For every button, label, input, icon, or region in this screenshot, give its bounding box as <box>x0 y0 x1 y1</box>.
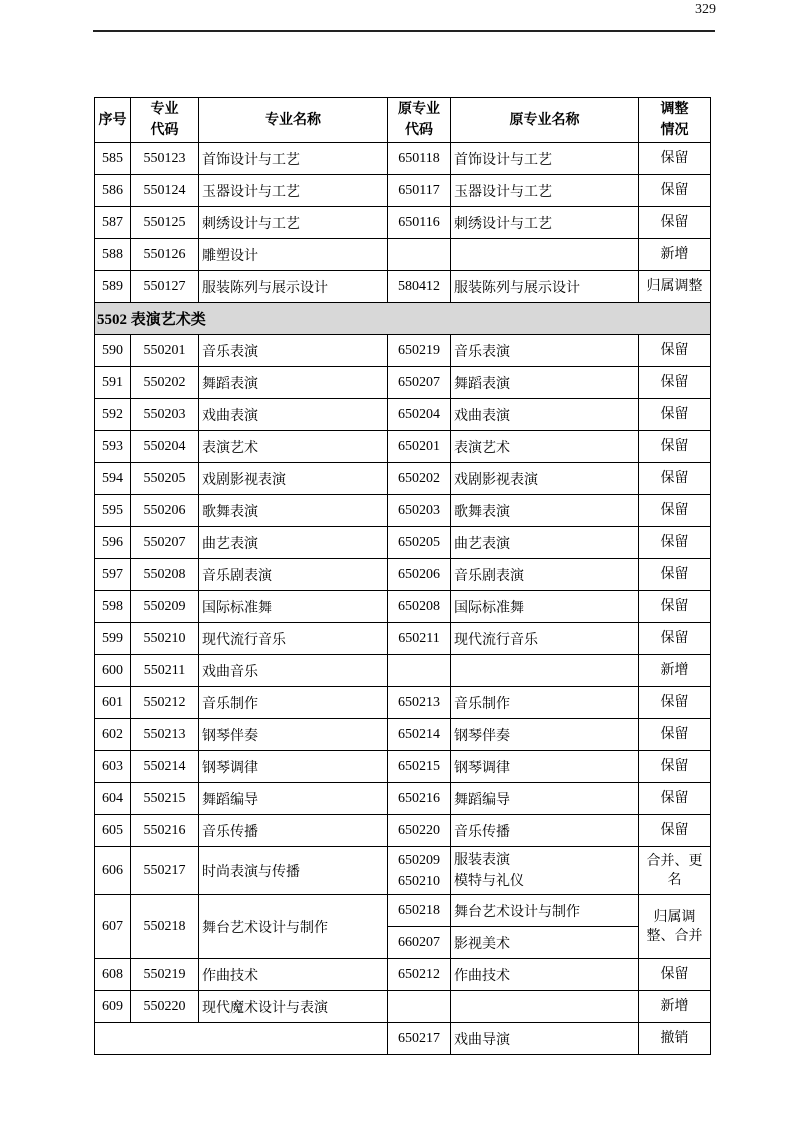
table-row <box>95 431 711 463</box>
status-cell: 保留 <box>639 399 711 431</box>
name-cell: 戏曲音乐 <box>199 655 388 687</box>
name-cell: 音乐表演 <box>199 335 388 367</box>
status-cell: 保留 <box>639 431 711 463</box>
seq-cell: 603 <box>95 751 131 783</box>
table-row <box>95 463 711 495</box>
header-cell-old_code <box>388 98 451 143</box>
header-cell-old_name <box>451 98 639 143</box>
code-cell: 550206 <box>131 495 199 527</box>
name-cell: 现代流行音乐 <box>199 623 388 655</box>
table-row <box>95 895 711 927</box>
old-name-cell: 刺绣设计与工艺 <box>451 207 639 239</box>
code-cell: 550126 <box>131 239 199 271</box>
status-cell: 新增 <box>639 991 711 1023</box>
old-name-cell <box>451 239 639 271</box>
seq-cell: 601 <box>95 687 131 719</box>
old-code-cell: 650216 <box>388 783 451 815</box>
name-cell: 时尚表演与传播 <box>199 847 388 895</box>
table-row <box>95 783 711 815</box>
majors-table <box>94 97 711 1055</box>
name-cell: 雕塑设计 <box>199 239 388 271</box>
old-name-cell: 歌舞表演 <box>451 495 639 527</box>
section-row <box>95 303 711 335</box>
code-cell: 550217 <box>131 847 199 895</box>
status-cell: 保留 <box>639 207 711 239</box>
name-cell: 首饰设计与工艺 <box>199 143 388 175</box>
code-cell: 550204 <box>131 431 199 463</box>
status-cell: 保留 <box>639 591 711 623</box>
seq-cell: 590 <box>95 335 131 367</box>
old-name-cell <box>451 847 639 895</box>
table-row <box>95 175 711 207</box>
status-cell: 撤销 <box>639 1023 711 1055</box>
status-cell: 保留 <box>639 559 711 591</box>
name-cell: 国际标准舞 <box>199 591 388 623</box>
status-cell: 保留 <box>639 623 711 655</box>
seq-cell: 602 <box>95 719 131 751</box>
status-cell: 保留 <box>639 719 711 751</box>
old-name-cell: 钢琴调律 <box>451 751 639 783</box>
header-cell-status <box>639 98 711 143</box>
old-name-cell: 影视美术 <box>451 927 639 959</box>
old-name-cell: 首饰设计与工艺 <box>451 143 639 175</box>
old-name-cell: 音乐表演 <box>451 335 639 367</box>
old-code-cell-line: 650209 <box>398 852 440 868</box>
table-header <box>95 98 711 143</box>
status-cell: 保留 <box>639 783 711 815</box>
status-cell: 新增 <box>639 655 711 687</box>
old-name-cell: 舞蹈表演 <box>451 367 639 399</box>
code-cell: 550205 <box>131 463 199 495</box>
old-code-cell: 650201 <box>388 431 451 463</box>
status-cell: 保留 <box>639 175 711 207</box>
code-cell: 550202 <box>131 367 199 399</box>
old-code-cell: 650206 <box>388 559 451 591</box>
status-cell: 归属调整、合并 <box>639 895 711 959</box>
old-name-cell <box>451 991 639 1023</box>
code-cell: 550127 <box>131 271 199 303</box>
name-cell: 刺绣设计与工艺 <box>199 207 388 239</box>
name-cell: 音乐制作 <box>199 687 388 719</box>
page-number: 329 <box>695 2 716 17</box>
old-code-cell: 650220 <box>388 815 451 847</box>
code-cell: 550209 <box>131 591 199 623</box>
old-name-cell: 舞台艺术设计与制作 <box>451 895 639 927</box>
status-cell: 新增 <box>639 239 711 271</box>
old-code-cell: 650214 <box>388 719 451 751</box>
status-cell: 保留 <box>639 527 711 559</box>
old-name-cell: 国际标准舞 <box>451 591 639 623</box>
seq-cell: 608 <box>95 959 131 991</box>
old-name-cell: 舞蹈编导 <box>451 783 639 815</box>
code-cell: 550218 <box>131 895 199 959</box>
table-row <box>95 527 711 559</box>
status-cell: 合并、更名 <box>639 847 711 895</box>
old-name-cell: 玉器设计与工艺 <box>451 175 639 207</box>
old-name-cell: 戏曲导演 <box>451 1023 639 1055</box>
code-cell: 550215 <box>131 783 199 815</box>
table-body <box>95 143 711 1055</box>
header-cell-code <box>131 98 199 143</box>
code-cell: 550219 <box>131 959 199 991</box>
status-cell: 保留 <box>639 815 711 847</box>
header-cell-status-line: 情况 <box>660 123 689 138</box>
old-name-cell: 戏曲表演 <box>451 399 639 431</box>
name-cell: 钢琴伴奏 <box>199 719 388 751</box>
table-row <box>95 623 711 655</box>
header-cell-status-line: 调整 <box>660 102 689 117</box>
code-cell: 550201 <box>131 335 199 367</box>
status-cell: 保留 <box>639 751 711 783</box>
old-name-cell: 服装陈列与展示设计 <box>451 271 639 303</box>
code-cell: 550210 <box>131 623 199 655</box>
old-code-cell: 650118 <box>388 143 451 175</box>
name-cell: 曲艺表演 <box>199 527 388 559</box>
table-row <box>95 271 711 303</box>
seq-cell: 589 <box>95 271 131 303</box>
seq-cell: 598 <box>95 591 131 623</box>
seq-cell: 585 <box>95 143 131 175</box>
old-code-cell <box>388 847 451 895</box>
name-cell: 服装陈列与展示设计 <box>199 271 388 303</box>
name-cell: 舞蹈表演 <box>199 367 388 399</box>
old-code-cell: 650213 <box>388 687 451 719</box>
old-code-cell: 650208 <box>388 591 451 623</box>
name-cell: 现代魔术设计与表演 <box>199 991 388 1023</box>
old-code-cell: 650215 <box>388 751 451 783</box>
seq-cell: 607 <box>95 895 131 959</box>
name-cell: 歌舞表演 <box>199 495 388 527</box>
table-row <box>95 719 711 751</box>
status-cell: 保留 <box>639 463 711 495</box>
header-cell-old_name-line: 原专业名称 <box>509 112 580 128</box>
old-code-cell: 650212 <box>388 959 451 991</box>
table-row <box>95 335 711 367</box>
old-code-cell: 650219 <box>388 335 451 367</box>
table-row <box>95 751 711 783</box>
status-cell: 保留 <box>639 959 711 991</box>
table-row <box>95 559 711 591</box>
code-cell: 550216 <box>131 815 199 847</box>
header-cell-code-line: 代码 <box>150 123 179 138</box>
seq-cell: 604 <box>95 783 131 815</box>
old-name-cell: 钢琴伴奏 <box>451 719 639 751</box>
seq-cell: 606 <box>95 847 131 895</box>
header-rule <box>93 30 715 32</box>
old-code-cell: 650218 <box>388 895 451 927</box>
old-code-cell: 650205 <box>388 527 451 559</box>
name-cell: 舞蹈编导 <box>199 783 388 815</box>
old-name-cell: 音乐剧表演 <box>451 559 639 591</box>
seq-cell: 599 <box>95 623 131 655</box>
old-code-cell: 650211 <box>388 623 451 655</box>
seq-cell: 588 <box>95 239 131 271</box>
table-row <box>95 687 711 719</box>
status-cell: 保留 <box>639 367 711 399</box>
code-cell: 550214 <box>131 751 199 783</box>
status-cell: 保留 <box>639 143 711 175</box>
table-row <box>95 239 711 271</box>
old-code-cell <box>388 655 451 687</box>
seq-cell: 594 <box>95 463 131 495</box>
table-row <box>95 399 711 431</box>
old-name-cell: 表演艺术 <box>451 431 639 463</box>
header-cell-code-line: 专业 <box>150 102 179 117</box>
code-cell: 550212 <box>131 687 199 719</box>
old-code-cell: 650217 <box>388 1023 451 1055</box>
table-row <box>95 207 711 239</box>
code-cell: 550211 <box>131 655 199 687</box>
old-code-cell: 650203 <box>388 495 451 527</box>
seq-cell: 596 <box>95 527 131 559</box>
table-row <box>95 495 711 527</box>
name-cell: 戏剧影视表演 <box>199 463 388 495</box>
old-code-cell: 650207 <box>388 367 451 399</box>
status-cell: 保留 <box>639 687 711 719</box>
code-cell: 550213 <box>131 719 199 751</box>
seq-cell: 605 <box>95 815 131 847</box>
seq-cell: 592 <box>95 399 131 431</box>
old-name-cell <box>451 655 639 687</box>
old-name-cell: 戏剧影视表演 <box>451 463 639 495</box>
name-cell: 音乐传播 <box>199 815 388 847</box>
left-merged-empty-cell <box>95 1023 388 1055</box>
name-cell: 钢琴调律 <box>199 751 388 783</box>
table-row <box>95 1023 711 1055</box>
old-name-cell: 音乐制作 <box>451 687 639 719</box>
section-label: 5502 表演艺术类 <box>95 303 711 335</box>
old-name-cell-line: 模特与礼仪 <box>454 873 524 889</box>
table-row <box>95 815 711 847</box>
code-cell: 550208 <box>131 559 199 591</box>
old-name-cell: 曲艺表演 <box>451 527 639 559</box>
old-code-cell <box>388 991 451 1023</box>
header-cell-seq-line: 序号 <box>98 112 127 128</box>
seq-cell: 593 <box>95 431 131 463</box>
seq-cell: 609 <box>95 991 131 1023</box>
old-code-cell: 650117 <box>388 175 451 207</box>
status-cell: 归属调整 <box>639 271 711 303</box>
old-code-cell-line: 650210 <box>398 873 440 889</box>
status-cell: 保留 <box>639 495 711 527</box>
old-name-cell-line: 服装表演 <box>454 852 510 868</box>
seq-cell: 595 <box>95 495 131 527</box>
old-name-cell: 作曲技术 <box>451 959 639 991</box>
old-name-cell: 现代流行音乐 <box>451 623 639 655</box>
table-row <box>95 143 711 175</box>
header-cell-name <box>199 98 388 143</box>
name-cell: 戏曲表演 <box>199 399 388 431</box>
code-cell: 550207 <box>131 527 199 559</box>
name-cell: 音乐剧表演 <box>199 559 388 591</box>
header-cell-old_code-line: 原专业 <box>398 102 440 117</box>
header-cell-seq <box>95 98 131 143</box>
seq-cell: 600 <box>95 655 131 687</box>
table-row <box>95 655 711 687</box>
old-code-cell: 650116 <box>388 207 451 239</box>
seq-cell: 586 <box>95 175 131 207</box>
old-code-cell <box>388 239 451 271</box>
old-name-cell: 音乐传播 <box>451 815 639 847</box>
table-row <box>95 959 711 991</box>
seq-cell: 587 <box>95 207 131 239</box>
old-code-cell: 580412 <box>388 271 451 303</box>
name-cell: 舞台艺术设计与制作 <box>199 895 388 959</box>
code-cell: 550203 <box>131 399 199 431</box>
table-row <box>95 591 711 623</box>
table-row <box>95 367 711 399</box>
old-code-cell: 660207 <box>388 927 451 959</box>
name-cell: 作曲技术 <box>199 959 388 991</box>
header-cell-name-line: 专业名称 <box>265 112 321 128</box>
old-code-cell: 650204 <box>388 399 451 431</box>
seq-cell: 591 <box>95 367 131 399</box>
status-cell: 保留 <box>639 335 711 367</box>
old-code-cell: 650202 <box>388 463 451 495</box>
code-cell: 550220 <box>131 991 199 1023</box>
code-cell: 550124 <box>131 175 199 207</box>
code-cell: 550125 <box>131 207 199 239</box>
header-cell-old_code-line: 代码 <box>405 123 433 138</box>
seq-cell: 597 <box>95 559 131 591</box>
code-cell: 550123 <box>131 143 199 175</box>
table-row <box>95 991 711 1023</box>
name-cell: 表演艺术 <box>199 431 388 463</box>
header-row <box>95 98 711 143</box>
name-cell: 玉器设计与工艺 <box>199 175 388 207</box>
table-row <box>95 847 711 895</box>
